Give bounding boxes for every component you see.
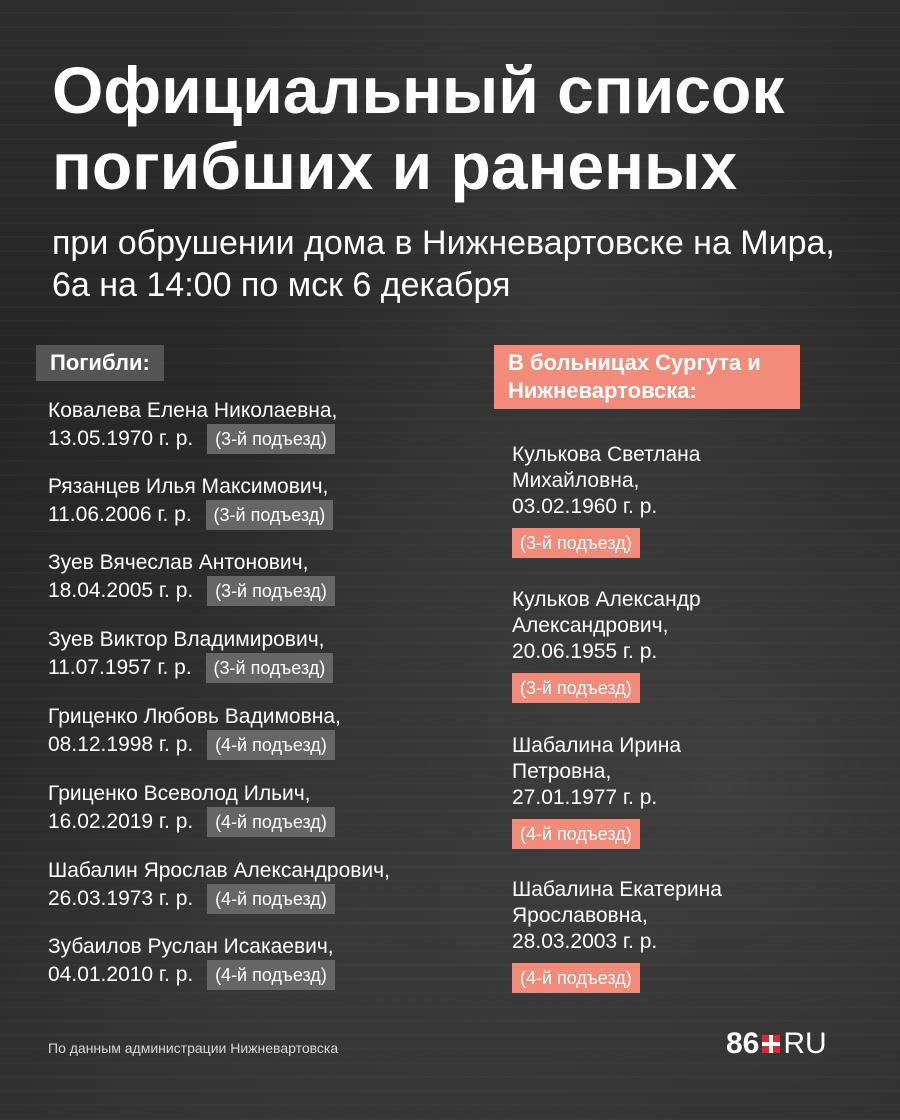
person-name: Рязанцев Илья Максимович, [48, 475, 329, 498]
dead-entry [48, 474, 333, 530]
birth-date: 04.01.2010 г. р. [48, 963, 194, 986]
person-name-cont: Александрович, [512, 614, 669, 637]
birth-date: 28.03.2003 г. р. [512, 930, 658, 953]
entrance-badge: (3-й подъезд) [512, 528, 640, 558]
entrance-badge: (3-й подъезд) [206, 500, 334, 530]
person-name: Шабалин Ярослав Александрович, [48, 859, 390, 882]
birth-date: 13.05.1970 г. р. [48, 427, 194, 450]
person-name: Кулькова Светлана [512, 443, 701, 466]
person-name: Гриценко Всеволод Ильич, [48, 782, 311, 805]
entrance-badge: (4-й подъезд) [512, 963, 640, 993]
site-logo[interactable] [726, 1024, 827, 1064]
entrance-badge: (3-й подъезд) [512, 673, 640, 703]
dead-entry [48, 781, 335, 837]
logo-number: 86 [726, 1027, 760, 1060]
dead-entry [48, 934, 335, 990]
birth-date: 03.02.1960 г. р. [512, 495, 658, 518]
entrance-badge: (3-й подъезд) [207, 424, 335, 454]
injured-entry [512, 733, 772, 849]
person-name-cont: Михайловна, [512, 469, 640, 492]
entrance-badge: (3-й подъезд) [206, 653, 334, 683]
birth-date: 11.07.1957 г. р. [48, 656, 192, 679]
birth-date: 20.06.1955 г. р. [512, 640, 658, 663]
entrance-badge: (4-й подъезд) [512, 819, 640, 849]
entrance-badge: (4-й подъезд) [207, 730, 335, 760]
birth-date: 16.02.2019 г. р. [48, 810, 194, 833]
person-name: Ковалева Елена Николаевна, [48, 399, 338, 422]
birth-date: 11.06.2006 г. р. [48, 503, 192, 526]
person-name: Шабалина Ирина [512, 734, 682, 757]
logo-suffix: RU [783, 1027, 827, 1060]
birth-date: 27.01.1977 г. р. [512, 786, 658, 809]
injured-section-label: В больницах Сургута и Нижневартовска: [494, 345, 800, 409]
birth-date: 26.03.1973 г. р. [48, 887, 194, 910]
injured-entry [512, 442, 772, 558]
person-name: Кульков Александр [512, 588, 701, 611]
person-name: Зуев Виктор Владимирович, [48, 628, 325, 651]
dead-entry [48, 858, 390, 914]
entrance-badge: (4-й подъезд) [207, 807, 335, 837]
page-title: Официальный список погибших и раненых [52, 53, 785, 203]
dead-section-label: Погибли: [36, 345, 164, 381]
dead-entry [48, 550, 335, 606]
injured-entry [512, 587, 772, 703]
birth-date: 08.12.1998 г. р. [48, 733, 194, 756]
source-note: По данным администрации Нижневартовска [48, 1040, 339, 1056]
person-name: Шабалина Екатерина [512, 878, 722, 901]
dead-entry [48, 627, 333, 683]
person-name: Зубаилов Руслан Исакаевич, [48, 935, 334, 958]
entrance-badge: (4-й подъезд) [207, 960, 335, 990]
birth-date: 18.04.2005 г. р. [48, 579, 194, 602]
dead-entry [48, 398, 337, 454]
person-name-cont: Петровна, [512, 760, 612, 783]
page-subtitle: при обрушении дома в Нижневартовске на Мира, 6а на 14:00 по мск 6 декабря [52, 224, 835, 304]
person-name: Зуев Вячеслав Антонович, [48, 551, 309, 574]
dead-entry [48, 704, 341, 760]
person-name: Гриценко Любовь Вадимовна, [48, 705, 341, 728]
person-name-cont: Ярославовна, [512, 904, 648, 927]
injured-entry [512, 877, 772, 993]
logo-cross-icon [762, 1035, 780, 1053]
entrance-badge: (3-й подъезд) [207, 576, 335, 606]
entrance-badge: (4-й подъезд) [207, 884, 335, 914]
